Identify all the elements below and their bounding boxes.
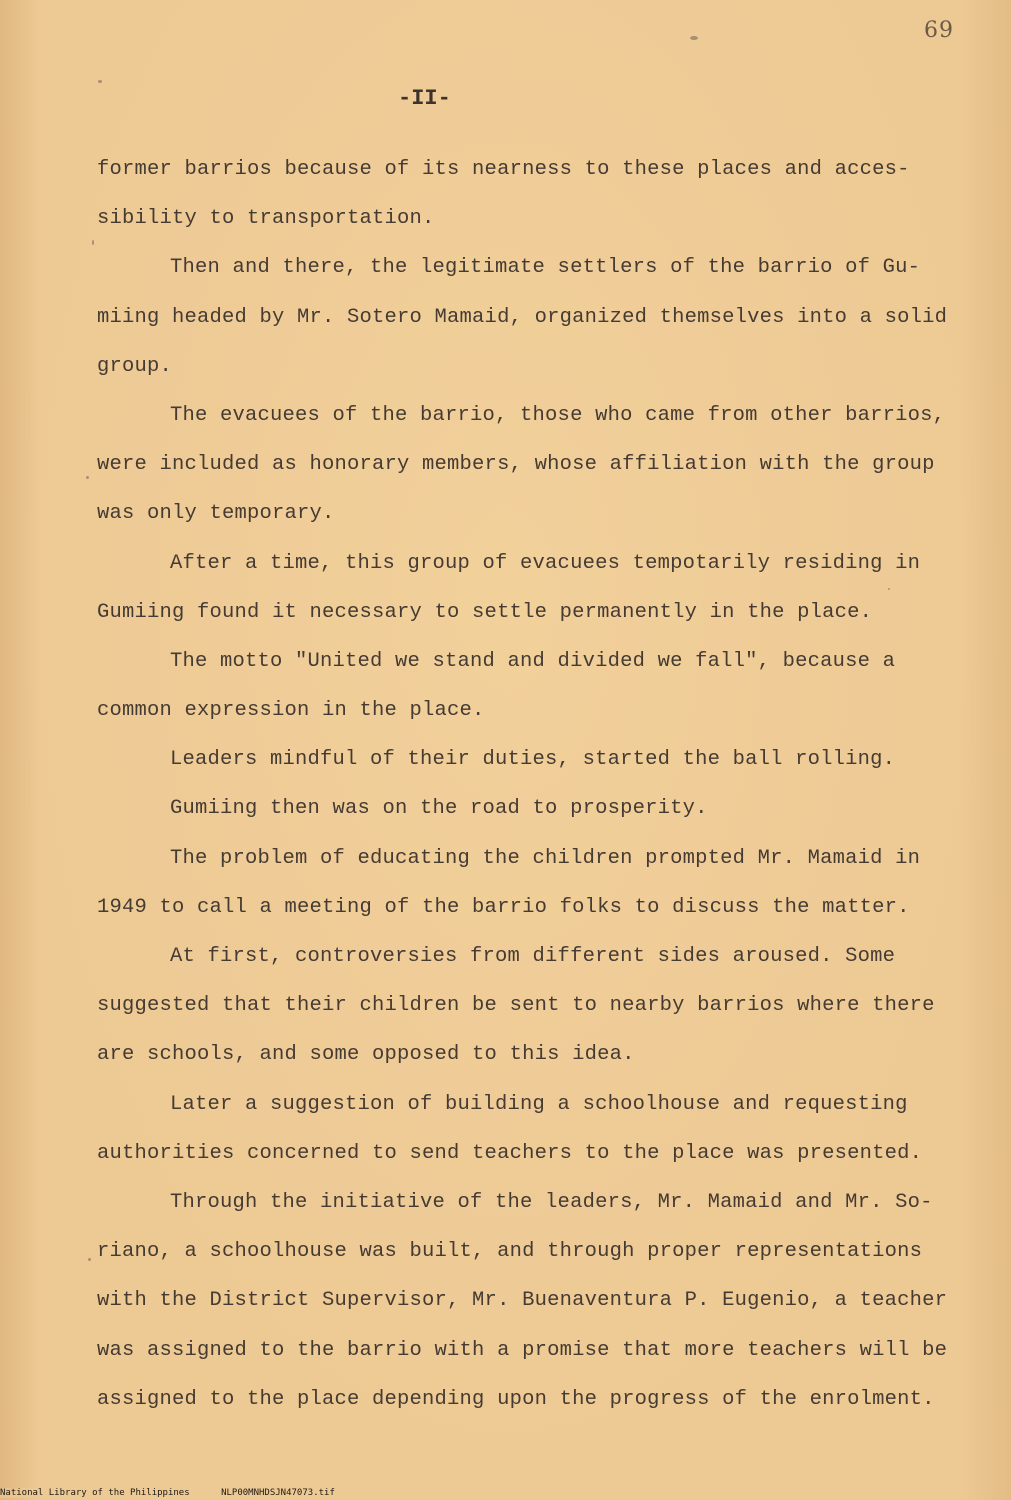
text-line: was assigned to the barrio with a promise that more teachers will be <box>97 1338 948 1362</box>
text-line: with the District Supervisor, Mr. Buenaventura P. Eugenio, a teacher <box>97 1289 948 1313</box>
text-line: The problem of educating the children prompted Mr. Mamaid in <box>170 846 921 870</box>
text-line: sibility to transportation. <box>97 207 435 231</box>
text-line: was only temporary. <box>97 502 335 526</box>
text-line: Then and there, the legitimate settlers of the barrio of Gu- <box>170 256 921 280</box>
paper-speck <box>86 476 89 479</box>
text-line: After a time, this group of evacuees tempotarily residing in <box>170 551 921 575</box>
paper-speck <box>98 80 102 83</box>
text-line: Leaders mindful of their duties, started the ball rolling. <box>170 748 896 772</box>
text-line: group. <box>97 354 173 378</box>
text-line: Gumiing found it necessary to settle permanently in the place. <box>97 600 873 624</box>
paper-speck <box>92 240 94 245</box>
footer-filename: NLP00MNHDSJN47073.tif <box>221 1488 335 1498</box>
text-line: are schools, and some opposed to this idea. <box>97 1043 635 1067</box>
footer-library: National Library of the Philippines <box>0 1488 190 1498</box>
text-line: assigned to the place depending upon the progress of the enrolment. <box>97 1387 935 1411</box>
paper-speck <box>690 36 698 40</box>
text-line: common expression in the place. <box>97 699 485 723</box>
text-line: authorities concerned to send teachers to the place was presented. <box>97 1141 923 1165</box>
text-line: were included as honorary members, whose affiliation with the group <box>97 453 935 477</box>
text-line: Later a suggestion of building a schoolhouse and requesting <box>170 1092 908 1116</box>
text-line: 1949 to call a meeting of the barrio folks to discuss the matter. <box>97 895 910 919</box>
text-line: Gumiing then was on the road to prosperity. <box>170 797 708 821</box>
text-line: former barrios because of its nearness to these places and acces- <box>97 158 910 181</box>
text-line: suggested that their children be sent to nearby barrios where there <box>97 994 935 1018</box>
text-line: riano, a schoolhouse was built, and through proper representations <box>97 1240 923 1264</box>
paper-speck <box>888 588 890 590</box>
text-line: Through the initiative of the leaders, Mr. Mamaid and Mr. So- <box>170 1190 933 1214</box>
text-line: miing headed by Mr. Sotero Mamaid, organized themselves into a solid <box>97 305 948 329</box>
paper-speck <box>88 1258 91 1261</box>
section-marker: -II- <box>398 86 451 111</box>
body-text <box>97 152 948 1431</box>
text-line: At first, controversies from different sides aroused. Some <box>170 945 896 968</box>
text-line: The evacuees of the barrio, those who came from other barrios, <box>170 403 946 427</box>
text-line: The motto "United we stand and divided we fall", because a <box>170 649 896 673</box>
scan-footer <box>0 1488 335 1498</box>
page-number: 69 <box>924 18 954 43</box>
